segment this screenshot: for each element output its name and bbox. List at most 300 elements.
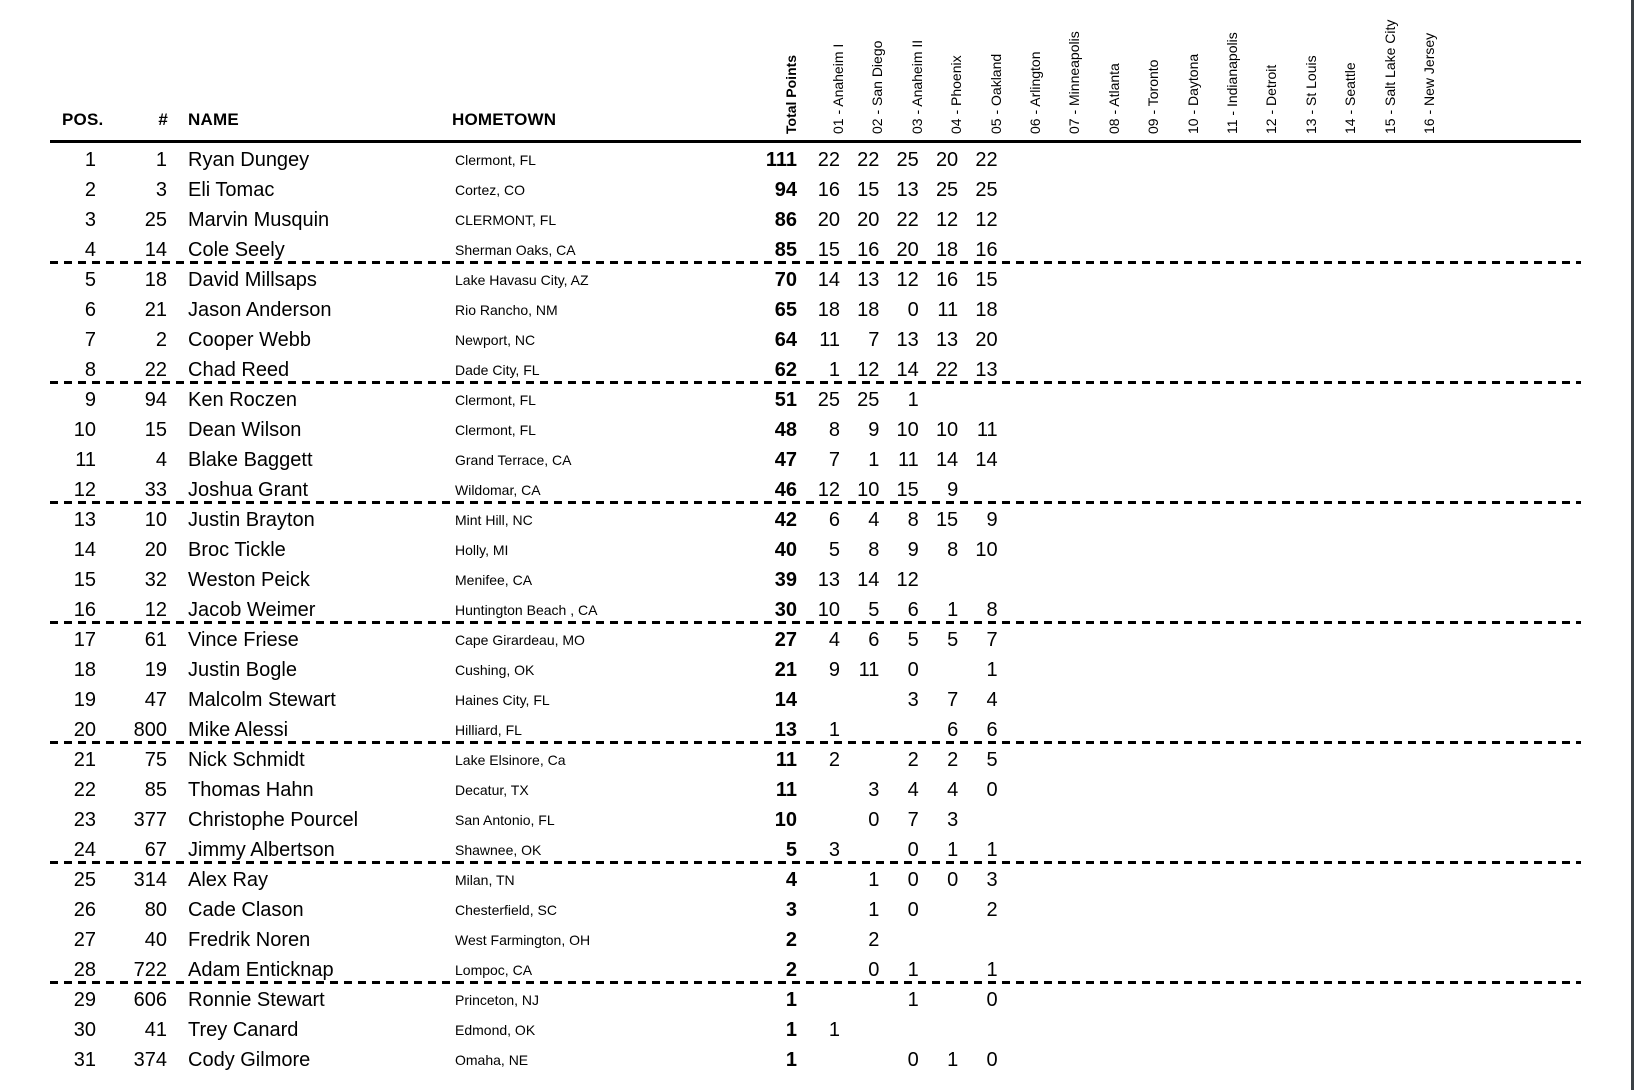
race-points-cell: 1 — [828, 719, 840, 741]
race-points-cell: 15 — [817, 239, 840, 261]
pos-cell: 13 — [73, 509, 96, 531]
race-points-cell: 22 — [896, 209, 919, 231]
race-points-cell: 20 — [975, 329, 998, 351]
number-header: # — [158, 110, 168, 129]
hometown-cell: Decatur, TX — [455, 782, 529, 798]
pos-cell: 16 — [73, 599, 96, 621]
hometown-cell: Huntington Beach , CA — [455, 602, 598, 618]
race-points-cell: 1 — [828, 359, 840, 381]
pos-cell: 7 — [84, 329, 96, 351]
total-points-cell: 48 — [774, 419, 797, 441]
race-points-cell: 2 — [986, 899, 998, 921]
race-points-cell: 0 — [907, 869, 919, 891]
pos-cell: 23 — [73, 809, 96, 831]
rider-name-cell: Nick Schmidt — [188, 749, 305, 771]
race-points-cell: 3 — [907, 689, 919, 711]
race-points-cell: 13 — [857, 269, 880, 291]
table-row — [0, 415, 1634, 445]
rider-number-cell: 14 — [144, 239, 167, 261]
total-points-cell: 64 — [774, 329, 797, 351]
pos-cell: 1 — [84, 149, 96, 171]
hometown-cell: Haines City, FL — [455, 692, 550, 708]
race-points-cell: 1 — [947, 1049, 959, 1071]
hometown-cell: Dade City, FL — [455, 362, 540, 378]
total-points-cell: 11 — [775, 749, 797, 771]
table-row — [0, 1045, 1634, 1075]
rider-number-cell: 33 — [144, 479, 167, 501]
race-points-cell: 5 — [828, 539, 840, 561]
race-points-cell: 6 — [907, 599, 919, 621]
race-points-cell: 4 — [907, 779, 919, 801]
table-row — [0, 625, 1634, 655]
rider-name-cell: Jimmy Albertson — [188, 839, 335, 861]
race-points-cell: 0 — [907, 839, 919, 861]
rider-number-cell: 12 — [144, 599, 167, 621]
race-points-cell: 2 — [947, 749, 959, 771]
race-points-cell: 20 — [896, 239, 919, 261]
race-points-cell: 3 — [828, 839, 840, 861]
table-row — [0, 445, 1634, 475]
race-points-cell: 12 — [857, 359, 880, 381]
race-points-cell: 11 — [937, 299, 959, 321]
table-row — [0, 535, 1634, 565]
table-row — [0, 805, 1634, 835]
total-points-header: Total Points — [783, 54, 799, 134]
race-points-cell: 13 — [896, 329, 919, 351]
race-points-cell: 25 — [896, 149, 919, 171]
race-points-cell: 22 — [975, 149, 998, 171]
race-header: 07 - Minneapolis — [1066, 31, 1083, 134]
rider-name-cell: Ken Roczen — [188, 389, 297, 411]
total-points-cell: 62 — [774, 359, 797, 381]
hometown-cell: Grand Terrace, CA — [455, 452, 572, 468]
hometown-cell: West Farmington, OH — [455, 932, 591, 948]
rider-number-cell: 21 — [144, 299, 167, 321]
hometown-cell: Newport, NC — [455, 332, 536, 348]
race-points-cell: 15 — [975, 269, 998, 291]
race-points-cell: 18 — [817, 299, 840, 321]
race-points-cell: 2 — [828, 749, 840, 771]
rider-number-cell: 20 — [144, 539, 167, 561]
rider-name-cell: Dean Wilson — [188, 419, 302, 441]
race-points-cell: 3 — [868, 779, 880, 801]
table-row — [0, 565, 1634, 595]
race-points-cell: 13 — [975, 359, 998, 381]
race-points-cell: 6 — [947, 719, 959, 741]
pos-cell: 8 — [84, 359, 96, 381]
race-points-cell: 16 — [817, 179, 840, 201]
race-points-cell: 0 — [868, 959, 880, 981]
race-points-cell: 12 — [896, 569, 919, 591]
race-header: 05 - Oakland — [987, 53, 1004, 134]
race-header: 02 - San Diego — [869, 40, 886, 134]
rider-number-cell: 377 — [133, 809, 167, 831]
race-points-cell: 9 — [828, 659, 840, 681]
race-header: 04 - Phoenix — [948, 55, 965, 134]
race-points-cell: 0 — [986, 1049, 998, 1071]
rider-name-cell: Cody Gilmore — [188, 1049, 311, 1071]
race-header: 01 - Anaheim I — [830, 43, 846, 134]
race-points-cell: 1 — [986, 659, 998, 681]
race-points-cell: 8 — [828, 419, 840, 441]
total-points-cell: 21 — [774, 659, 797, 681]
race-points-cell: 14 — [935, 449, 959, 471]
total-points-cell: 94 — [774, 179, 797, 201]
race-points-cell: 0 — [986, 989, 998, 1011]
rider-name-cell: Adam Enticknap — [188, 959, 334, 981]
rider-name-cell: Cooper Webb — [188, 329, 312, 351]
table-row — [0, 865, 1634, 895]
group-divider — [50, 621, 1581, 624]
race-header: 10 - Daytona — [1184, 53, 1201, 134]
race-points-cell: 6 — [986, 719, 998, 741]
race-points-cell: 14 — [817, 269, 840, 291]
race-points-cell: 7 — [907, 809, 919, 831]
rider-name-cell: Fredrik Noren — [188, 929, 311, 951]
hometown-cell: Lake Havasu City, AZ — [455, 272, 589, 288]
rider-name-cell: Broc Tickle — [188, 539, 286, 561]
total-points-cell: 14 — [774, 689, 797, 711]
rider-name-cell: Jacob Weimer — [188, 599, 316, 621]
race-points-cell: 4 — [947, 779, 959, 801]
group-divider — [50, 501, 1581, 504]
race-header: 12 - Detroit — [1263, 64, 1280, 134]
race-points-cell: 10 — [975, 539, 998, 561]
rider-number-cell: 47 — [144, 689, 167, 711]
race-points-cell: 8 — [986, 599, 998, 621]
hometown-cell: Princeton, NJ — [455, 992, 540, 1008]
total-points-cell: 85 — [774, 239, 797, 261]
rider-number-cell: 4 — [155, 449, 167, 471]
pos-cell: 14 — [73, 539, 96, 561]
rider-name-cell: Alex Ray — [188, 869, 269, 891]
race-points-cell: 0 — [986, 779, 998, 801]
hometown-cell: Hilliard, FL — [455, 722, 522, 738]
hometown-cell: Lompoc, CA — [455, 962, 533, 978]
table-row — [0, 325, 1634, 355]
pos-cell: 22 — [73, 779, 96, 801]
hometown-cell: Shawnee, OK — [455, 842, 542, 858]
total-points-cell: 30 — [774, 599, 797, 621]
pos-cell: 6 — [84, 299, 96, 321]
hometown-cell: Holly, MI — [455, 542, 509, 558]
total-points-cell: 47 — [774, 449, 797, 471]
rider-number-cell: 374 — [133, 1049, 167, 1071]
race-points-cell: 5 — [907, 629, 919, 651]
hometown-cell: Lake Elsinore, Ca — [455, 752, 566, 768]
name-header: NAME — [188, 110, 239, 129]
total-points-cell: 2 — [785, 959, 797, 981]
total-points-cell: 3 — [785, 899, 797, 921]
race-points-cell: 16 — [935, 269, 959, 291]
pos-cell: 11 — [75, 449, 96, 471]
race-points-cell: 15 — [935, 509, 959, 531]
rider-name-cell: Ryan Dungey — [188, 149, 310, 171]
race-header: 11 - Indianapolis — [1224, 32, 1240, 134]
total-points-cell: 65 — [774, 299, 797, 321]
rider-name-cell: Chad Reed — [188, 359, 290, 381]
rider-number-cell: 3 — [155, 179, 167, 201]
total-points-cell: 2 — [785, 929, 797, 951]
rider-name-cell: Vince Friese — [188, 629, 299, 651]
race-points-cell: 12 — [817, 479, 840, 501]
rider-name-cell: Blake Baggett — [188, 449, 313, 471]
pos-cell: 5 — [84, 269, 96, 291]
race-points-cell: 9 — [947, 479, 959, 501]
race-points-cell: 1 — [868, 449, 880, 471]
rider-number-cell: 61 — [144, 629, 167, 651]
race-points-cell: 12 — [935, 209, 959, 231]
race-points-cell: 10 — [817, 599, 840, 621]
pos-cell: 12 — [73, 479, 96, 501]
race-points-cell: 20 — [817, 209, 840, 231]
rider-number-cell: 10 — [144, 509, 167, 531]
rider-name-cell: Weston Peick — [188, 569, 310, 591]
race-points-cell: 0 — [907, 899, 919, 921]
rider-number-cell: 2 — [155, 329, 167, 351]
hometown-cell: Cortez, CO — [455, 182, 526, 198]
race-points-cell: 0 — [907, 1049, 919, 1071]
table-row — [0, 655, 1634, 685]
hometown-cell: Clermont, FL — [455, 422, 536, 438]
race-points-cell: 2 — [868, 929, 880, 951]
hometown-cell: Mint Hill, NC — [455, 512, 533, 528]
table-row — [0, 505, 1634, 535]
rider-number-cell: 41 — [144, 1019, 167, 1041]
race-points-cell: 22 — [935, 359, 959, 381]
race-header: 13 - St Louis — [1302, 55, 1319, 134]
race-points-cell: 9 — [907, 539, 919, 561]
pos-cell: 21 — [73, 749, 96, 771]
race-points-cell: 11 — [898, 449, 919, 471]
race-points-cell: 4 — [986, 689, 998, 711]
hometown-cell: San Antonio, FL — [455, 812, 555, 828]
pos-cell: 24 — [73, 839, 96, 861]
rider-name-cell: Marvin Musquin — [188, 209, 330, 231]
group-divider — [50, 381, 1581, 384]
rider-number-cell: 80 — [144, 899, 167, 921]
pos-cell: 17 — [73, 629, 96, 651]
race-points-cell: 1 — [907, 389, 919, 411]
total-points-cell: 1 — [785, 989, 797, 1011]
rider-name-cell: Mike Alessi — [188, 719, 289, 741]
rider-name-cell: Trey Canard — [188, 1019, 299, 1041]
pos-cell: 31 — [73, 1049, 96, 1071]
rider-name-cell: Cade Clason — [188, 899, 304, 921]
rider-name-cell: Christophe Pourcel — [188, 809, 359, 831]
race-points-cell: 25 — [857, 389, 880, 411]
table-row — [0, 775, 1634, 805]
race-points-cell: 7 — [868, 329, 880, 351]
total-points-cell: 111 — [765, 149, 797, 171]
rider-number-cell: 606 — [133, 989, 167, 1011]
rider-name-cell: Justin Bogle — [188, 659, 297, 681]
race-points-cell: 3 — [986, 869, 998, 891]
pos-cell: 9 — [84, 389, 96, 411]
race-points-cell: 8 — [907, 509, 919, 531]
table-row — [0, 385, 1634, 415]
race-points-cell: 25 — [935, 179, 959, 201]
hometown-cell: Chesterfield, SC — [455, 902, 557, 918]
total-points-cell: 39 — [774, 569, 797, 591]
race-points-cell: 13 — [896, 179, 919, 201]
race-points-cell: 15 — [857, 179, 880, 201]
race-points-cell: 12 — [896, 269, 919, 291]
race-points-cell: 13 — [935, 329, 959, 351]
group-divider — [50, 741, 1581, 744]
group-divider — [50, 261, 1581, 264]
race-points-cell: 0 — [868, 809, 880, 831]
total-points-cell: 1 — [785, 1049, 797, 1071]
race-points-cell: 16 — [857, 239, 880, 261]
rider-number-cell: 32 — [144, 569, 167, 591]
pos-cell: 20 — [73, 719, 96, 741]
pos-cell: 27 — [73, 929, 96, 951]
race-points-cell: 25 — [975, 179, 998, 201]
pos-cell: 26 — [73, 899, 96, 921]
table-row — [0, 895, 1634, 925]
race-points-cell: 6 — [868, 629, 880, 651]
race-points-cell: 3 — [947, 809, 959, 831]
pos-cell: 3 — [84, 209, 96, 231]
race-points-cell: 0 — [947, 869, 959, 891]
table-row — [0, 205, 1634, 235]
rider-name-cell: Justin Brayton — [188, 509, 315, 531]
hometown-cell: Menifee, CA — [455, 572, 533, 588]
rider-number-cell: 85 — [144, 779, 167, 801]
rider-number-cell: 19 — [144, 659, 167, 681]
pos-header: POS. — [62, 110, 104, 129]
pos-cell: 28 — [73, 959, 96, 981]
rider-number-cell: 18 — [144, 269, 167, 291]
race-points-cell: 9 — [868, 419, 880, 441]
table-row — [0, 175, 1634, 205]
race-points-cell: 2 — [907, 749, 919, 771]
hometown-cell: Wildomar, CA — [455, 482, 541, 498]
group-divider — [50, 981, 1581, 984]
hometown-cell: Clermont, FL — [455, 392, 536, 408]
race-points-cell: 7 — [986, 629, 998, 651]
race-points-cell: 1 — [907, 959, 919, 981]
rider-name-cell: Thomas Hahn — [188, 779, 314, 801]
table-row — [0, 1015, 1634, 1045]
race-points-cell: 25 — [817, 389, 840, 411]
race-points-cell: 20 — [935, 149, 959, 171]
table-row — [0, 925, 1634, 955]
total-points-cell: 13 — [774, 719, 797, 741]
total-points-cell: 86 — [774, 209, 797, 231]
pos-cell: 25 — [73, 869, 96, 891]
race-points-cell: 15 — [896, 479, 919, 501]
pos-cell: 15 — [73, 569, 96, 591]
race-points-cell: 1 — [828, 1019, 840, 1041]
rider-number-cell: 722 — [133, 959, 167, 981]
table-row — [0, 295, 1634, 325]
race-points-cell: 11 — [858, 659, 880, 681]
race-points-cell: 10 — [896, 419, 919, 441]
pos-cell: 2 — [84, 179, 96, 201]
race-header: 06 - Arlington — [1027, 51, 1043, 134]
group-divider — [50, 861, 1581, 864]
race-header: 08 - Atlanta — [1105, 63, 1122, 134]
rider-number-cell: 25 — [144, 209, 167, 231]
race-points-cell: 4 — [828, 629, 840, 651]
hometown-cell: Cape Girardeau, MO — [455, 632, 585, 648]
rider-name-cell: Eli Tomac — [188, 179, 275, 201]
race-points-cell: 7 — [828, 449, 840, 471]
race-points-cell: 14 — [975, 449, 998, 471]
rider-name-cell: Malcolm Stewart — [188, 689, 336, 711]
race-points-cell: 22 — [817, 149, 840, 171]
race-header: 14 - Seattle — [1342, 62, 1359, 134]
race-points-cell: 1 — [986, 839, 998, 861]
race-points-cell: 20 — [857, 209, 880, 231]
race-points-cell: 16 — [975, 239, 998, 261]
hometown-cell: Milan, TN — [455, 872, 515, 888]
race-header: 15 - Salt Lake City — [1381, 19, 1398, 134]
race-points-cell: 18 — [857, 299, 880, 321]
rider-number-cell: 800 — [133, 719, 167, 741]
race-points-cell: 18 — [935, 239, 959, 261]
total-points-cell: 46 — [774, 479, 797, 501]
rider-name-cell: Cole Seely — [188, 239, 285, 261]
race-points-cell: 14 — [857, 569, 880, 591]
rider-number-cell: 1 — [155, 149, 167, 171]
header-rule-line — [50, 140, 1581, 143]
rider-number-cell: 40 — [144, 929, 167, 951]
race-points-cell: 5 — [986, 749, 998, 771]
race-points-cell: 5 — [868, 599, 880, 621]
hometown-cell: CLERMONT, FL — [455, 212, 557, 228]
rider-name-cell: David Millsaps — [188, 269, 317, 291]
race-header: 09 - Toronto — [1145, 59, 1162, 134]
race-points-cell: 6 — [828, 509, 840, 531]
race-points-cell: 1 — [868, 869, 880, 891]
hometown-cell: Edmond, OK — [455, 1022, 536, 1038]
hometown-cell: Rio Rancho, NM — [455, 302, 558, 318]
rider-number-cell: 22 — [144, 359, 167, 381]
pos-cell: 10 — [73, 419, 96, 441]
race-points-cell: 11 — [976, 419, 998, 441]
race-header: 16 - New Jersey — [1421, 32, 1437, 134]
hometown-cell: Sherman Oaks, CA — [455, 242, 576, 258]
table-row — [0, 745, 1634, 775]
rider-number-cell: 15 — [144, 419, 167, 441]
pos-cell: 18 — [73, 659, 96, 681]
hometown-cell: Clermont, FL — [455, 152, 536, 168]
total-points-cell: 42 — [774, 509, 797, 531]
table-row — [0, 145, 1634, 175]
race-points-cell: 18 — [975, 299, 998, 321]
total-points-cell: 10 — [774, 809, 797, 831]
total-points-cell: 51 — [774, 389, 797, 411]
total-points-cell: 27 — [774, 629, 797, 651]
race-points-cell: 8 — [947, 539, 959, 561]
total-points-cell: 40 — [774, 539, 797, 561]
table-row — [0, 265, 1634, 295]
race-points-cell: 4 — [868, 509, 880, 531]
table-row — [0, 985, 1634, 1015]
race-points-cell: 14 — [896, 359, 919, 381]
pos-cell: 30 — [73, 1019, 96, 1041]
pos-cell: 19 — [73, 689, 96, 711]
race-header: 03 - Anaheim II — [908, 39, 925, 134]
race-points-cell: 1 — [986, 959, 998, 981]
pos-cell: 4 — [84, 239, 96, 261]
total-points-cell: 1 — [785, 1019, 797, 1041]
rider-name-cell: Ronnie Stewart — [188, 989, 325, 1011]
race-points-cell: 13 — [817, 569, 840, 591]
